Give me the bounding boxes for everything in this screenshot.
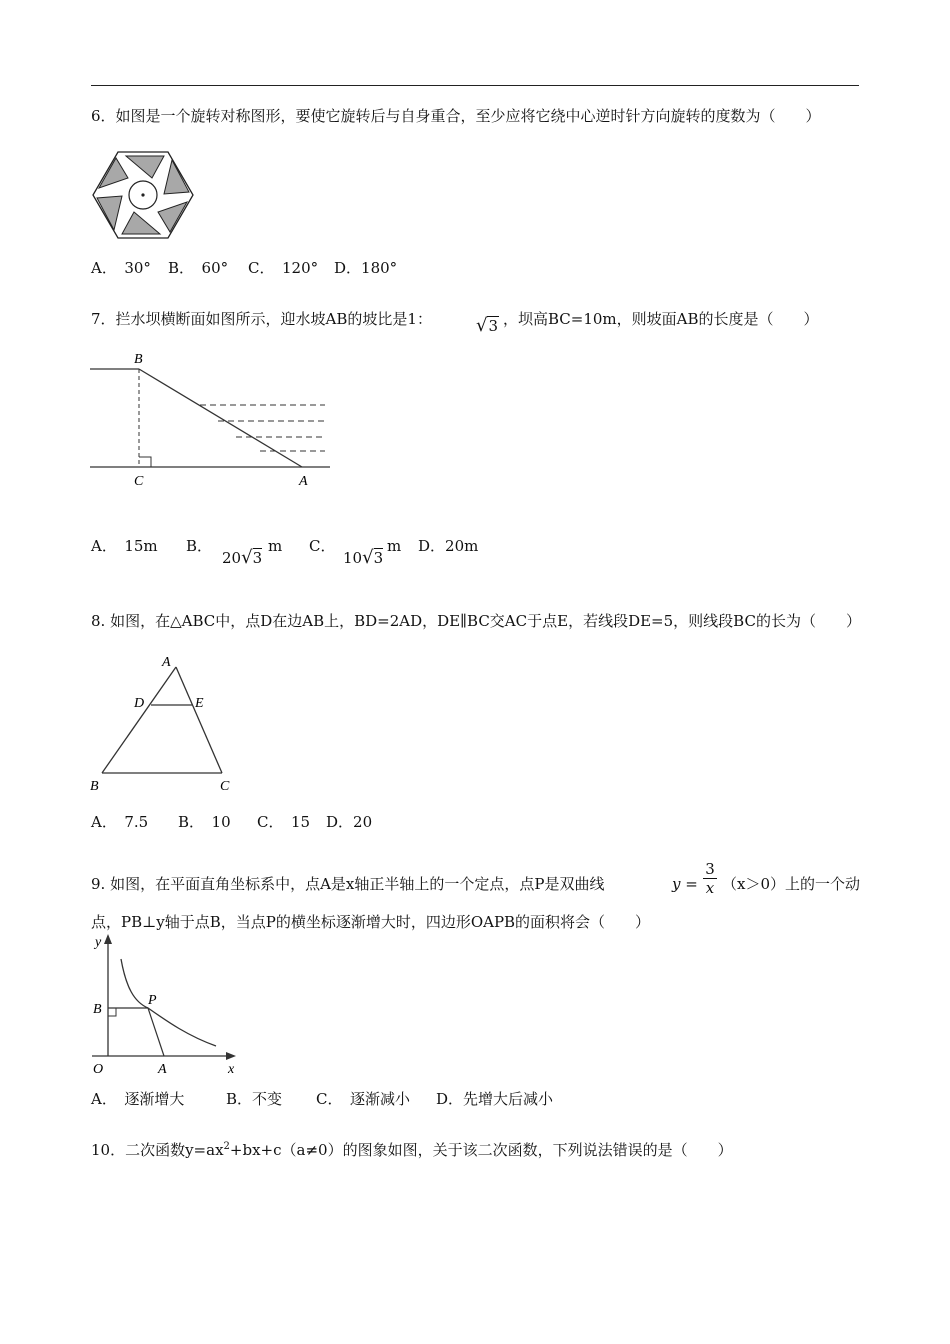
q9-text-b: （x＞0）上的一个动 — [722, 875, 861, 893]
q7-label-c: C — [134, 474, 144, 488]
q9-label-x: x — [228, 1062, 235, 1077]
q7-option-a: A． 15m — [91, 537, 158, 555]
q6-option-b: B． 60° — [168, 259, 229, 277]
q8-triangle-figure — [88, 652, 238, 794]
q6-option-c: C． 120° — [248, 259, 319, 277]
q9-function-y: y = — [672, 875, 698, 893]
q9-option-a: A． 逐渐增大 — [91, 1090, 185, 1108]
q8-label-a: A — [162, 655, 171, 670]
q8-label-e: E — [195, 696, 204, 711]
q7-option-b-value: 20√3 — [222, 547, 263, 568]
q10-text: 10．二次函数$y=ax^2+bx+c(a\ne 0)$的图象如图，关于该二次函数，下列说法错误的是（ ） — [91, 1141, 733, 1159]
q7-option-c-prefix: C． — [309, 537, 336, 555]
q8-option-d: D．20 — [326, 813, 373, 831]
q9-label-p: P — [148, 993, 157, 1008]
q9-label-o: O — [93, 1062, 104, 1077]
q7-label-b: B — [134, 352, 143, 367]
q7-text-a: 7．拦水坝横断面如图所示，迎水坡AB的坡比是1： — [91, 310, 432, 328]
q8-option-a: A． 7.5 — [91, 813, 149, 831]
q7-option-b-prefix: B． — [186, 537, 213, 555]
q8-option-b: B． 10 — [178, 813, 231, 831]
q7-dam-figure — [90, 348, 330, 488]
q9-label-y: y — [95, 935, 102, 950]
q6-text: 6．如图是一个旋转对称图形，要使它旋转后与自身重合，至少应将它绕中心逆时针方向旋转的度数为（ ） — [91, 107, 821, 125]
q7-text-b: ，坝高BC=10m，则坡面AB的长度是（ ） — [503, 310, 819, 328]
q9-option-c: C． 逐渐减小 — [316, 1090, 410, 1108]
q7-sqrt3: √3 — [476, 315, 499, 336]
q7-option-c-unit: m — [387, 537, 402, 555]
q9-text-c: 点，PB⊥y轴于点B，当点P的横坐标逐渐增大时，四边形OAPB的面积将会（ ） — [91, 913, 651, 931]
q9-option-b: B．不变 — [226, 1090, 283, 1108]
q9-function-fraction: 3 x — [703, 860, 717, 897]
q9-label-a: A — [158, 1062, 167, 1077]
q7-label-a: A — [299, 474, 308, 488]
q9-label-b: B — [93, 1002, 102, 1017]
q6-option-d: D．180° — [334, 259, 398, 277]
q7-option-d: D．20m — [418, 537, 479, 555]
q8-label-d: D — [134, 696, 145, 711]
q8-option-c: C． 15 — [257, 813, 311, 831]
q9-coordinate-figure — [88, 932, 243, 1077]
q7-option-b-unit: m — [268, 537, 283, 555]
q8-text: 8. 如图，在△ABC中，点D在边AB上，BD=2AD，DE∥BC交AC于点E，若线段DE=5，则线段BC的长为（ ） — [91, 612, 861, 630]
top-rule — [91, 85, 859, 86]
q8-label-b: B — [90, 779, 99, 794]
q9-option-d: D．先增大后减小 — [436, 1090, 554, 1108]
q9-text-a: 9. 如图，在平面直角坐标系中，点A是x轴正半轴上的一个定点，点P是双曲线 — [91, 875, 605, 893]
q6-option-a: A． 30° — [91, 259, 151, 277]
q6-rotation-figure — [92, 150, 194, 240]
q7-option-c-value: 10√3 — [343, 547, 384, 568]
q8-label-c: C — [220, 779, 230, 794]
